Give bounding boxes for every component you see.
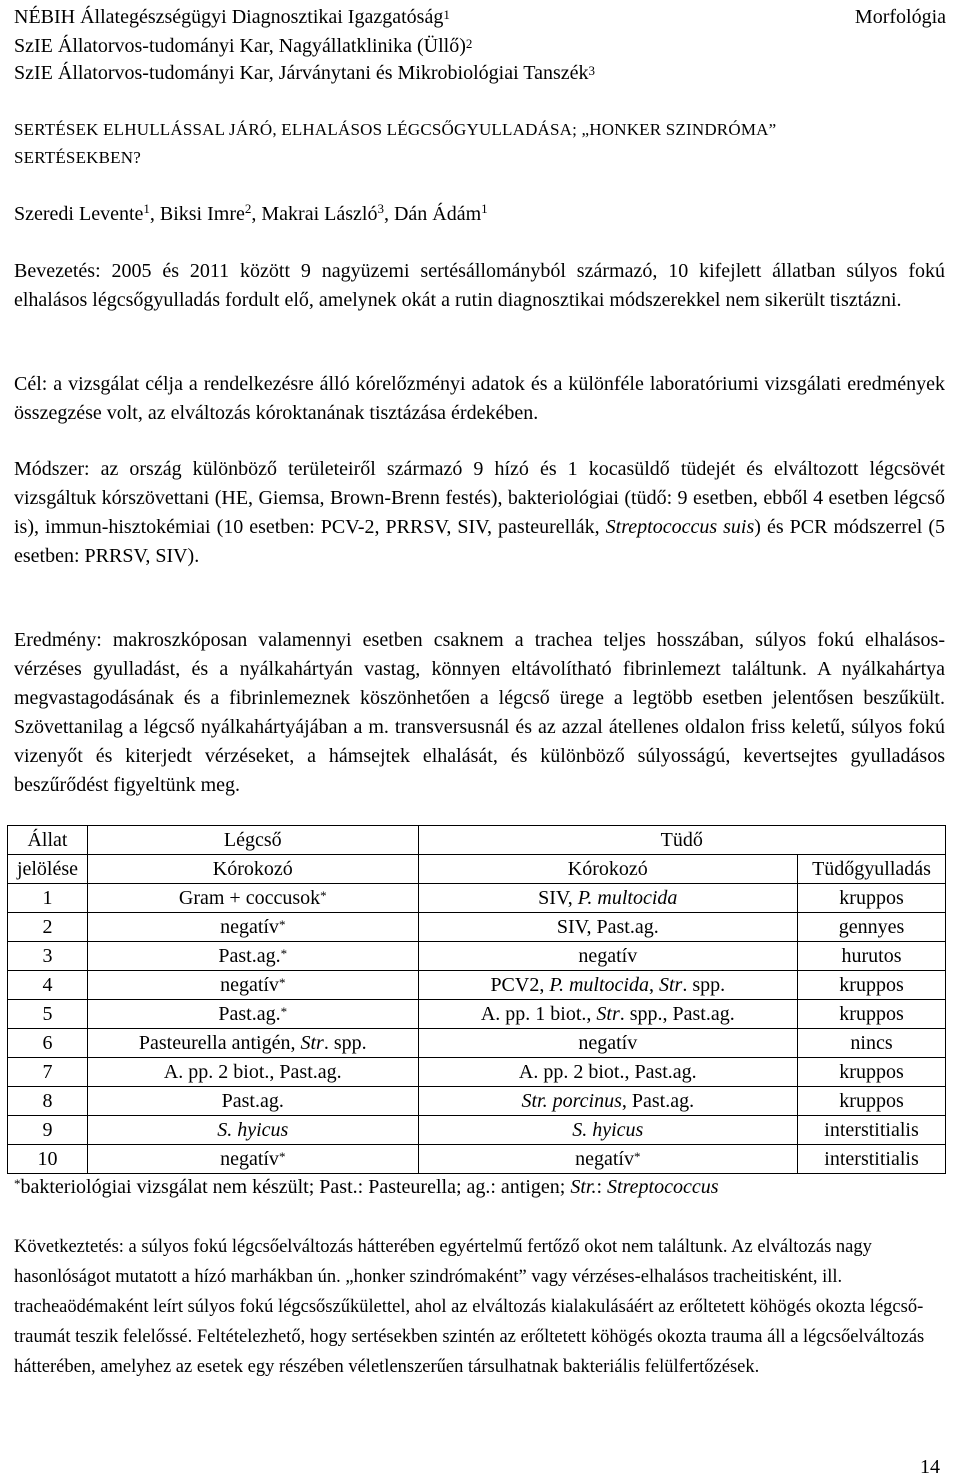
trachea-pathogen-cell: Past.ag.* <box>87 1000 418 1029</box>
conclusion-paragraph: Következtetés: a súlyos fokú légcsőelváltozás hátterében egyértelmű fertőző okot nem találtunk. Az elváltozás nagy hasonlóságot mutatott a hízó marhákban ún. „honker szindrómaként” vagy vérzéses-elhalásos tracheitisként, ill. tracheaödémaként leírt súlyos fokú légcsőszűkülettel, ahol az elváltozás kialakulásáért az erőltetett köhögés okozta légcső-traumát teszik felelőssé. Feltételezhető, hogy sertésekben szintén az erőltetett köhögés okozta trauma áll a légcsőelváltozás hátterében, amelyhez az esetek egy részében véletlenszerűen társulhatnak bakteriális felülfertőzések. <box>14 1237 925 1377</box>
lung-pathogen-cell: negatív <box>418 942 797 971</box>
table-row <box>8 942 946 971</box>
table-row <box>8 1000 946 1029</box>
table-header-cell: Kórokozó <box>87 855 418 884</box>
table-footnote: *bakteriológiai vizsgálat nem készült; Past.: Pasteurella; ag.: antigen; Str.: Streptococcus <box>14 1176 719 1198</box>
aim-paragraph: Cél: a vizsgálat célja a rendelkezésre álló kórelőzményi adatok és a különféle laboratóriumi vizsgálati eredmények összegzése volt, az elváltozás kóroktanának tisztázása érdekében. <box>14 373 945 424</box>
table-row <box>8 1145 946 1174</box>
pneumonia-cell: interstitialis <box>798 1145 946 1174</box>
pneumonia-cell: interstitialis <box>798 1116 946 1145</box>
trachea-pathogen-cell: Past.ag.* <box>87 942 418 971</box>
lung-pathogen-cell: negatív <box>418 1029 797 1058</box>
table-header-cell: Kórokozó <box>418 855 797 884</box>
pneumonia-cell: hurutos <box>798 942 946 971</box>
pneumonia-cell: gennyes <box>798 913 946 942</box>
pneumonia-cell: nincs <box>798 1029 946 1058</box>
lung-pathogen-cell: A. pp. 1 biot., Str. spp., Past.ag. <box>418 1000 797 1029</box>
table-row <box>8 1087 946 1116</box>
author: Szeredi Levente <box>14 203 144 225</box>
affiliation-2: SzIE Állatorvos-tudományi Kar, Nagyállatklinika (Üllő)$^2$ <box>14 35 473 57</box>
trachea-pathogen-cell: S. hyicus <box>87 1116 418 1145</box>
animal-id-cell: 4 <box>8 971 88 1000</box>
table-header-cell: jelölése <box>8 855 88 884</box>
animal-id-cell: 6 <box>8 1029 88 1058</box>
pneumonia-cell: kruppos <box>798 1000 946 1029</box>
lung-pathogen-cell: Str. porcinus, Past.ag. <box>418 1087 797 1116</box>
trachea-pathogen-cell: negatív* <box>87 913 418 942</box>
pneumonia-cell: kruppos <box>798 1087 946 1116</box>
table-row <box>8 884 946 913</box>
animal-id-cell: 8 <box>8 1087 88 1116</box>
lung-pathogen-cell: SIV, P. multocida <box>418 884 797 913</box>
pneumonia-cell: kruppos <box>798 971 946 1000</box>
animal-id-cell: 1 <box>8 884 88 913</box>
table-row <box>8 971 946 1000</box>
trachea-pathogen-cell: A. pp. 2 biot., Past.ag. <box>87 1058 418 1087</box>
lung-pathogen-cell: negatív* <box>418 1145 797 1174</box>
author-list: Szeredi Levente$^1$, Biksi Imre$^2$, Makrai László$^3$, Dán Ádám$^1$ <box>14 201 488 225</box>
animal-id-cell: 10 <box>8 1145 88 1174</box>
lung-pathogen-cell: S. hyicus <box>418 1116 797 1145</box>
results-paragraph: Eredmény: makroszkóposan valamennyi esetben csaknem a trachea teljes hosszában, súlyos fokú elhalásos-vérzéses gyulladást, és a nyálkahártyán vastag, könnyen eltávolítható fibrinlemezt találtunk. A nyálkahártya megvastagodásának és a fibrinlemeznek köszönhetően a légcső ürege a legtöbb esetben jelentősen beszűkült. Szövettanilag a légcső nyálkahártyájában a m. transversusnál és az azzal átellenes oldalon friss keletű, súlyos fokú vizenyőt és kiterjedt vérzéseket, a hámsejtek elhalását, és különböző súlyosságú, kevertsejtes gyulladásos beszűrődést figyeltünk meg. <box>14 629 945 796</box>
author: Dán Ádám <box>393 203 482 225</box>
table-row <box>8 913 946 942</box>
animal-id-cell: 3 <box>8 942 88 971</box>
pneumonia-cell: kruppos <box>798 1058 946 1087</box>
trachea-pathogen-cell: negatív* <box>87 1145 418 1174</box>
methods-paragraph: Módszer: az ország különböző területeiről származó 9 hízó és 1 kocasüldő tüdejét és elváltozott légcsövét vizsgáltuk kórszövettani (HE, Giemsa, Brown-Brenn festés), bakteriológiai (tüdő: 9 esetben, ebből 4 esetben légcső is), immun-hisztokémiai (10 esetben: PCV-2, PRRSV, SIV, pasteurellák, Streptococcus suis) és PCR módszerrel (5 esetben: PRRSV, SIV). <box>14 458 945 567</box>
affiliation-3: SzIE Állatorvos-tudományi Kar, Járványtani és Mikrobiológiai Tanszék$^3$ <box>14 62 596 84</box>
table-row <box>8 1116 946 1145</box>
trachea-pathogen-cell: Past.ag. <box>87 1087 418 1116</box>
lung-pathogen-cell: PCV2, P. multocida, Str. spp. <box>418 971 797 1000</box>
intro-paragraph: Bevezetés: 2005 és 2011 között 9 nagyüzemi sertésállományból származó, 10 kifejlett állatban súlyos fokú elhalásos légcsőgyulladás fordult elő, amelynek okát a rutin diagnosztikai módszerekkel nem sikerült tisztázni. <box>14 260 945 311</box>
results-table <box>7 825 946 1174</box>
trachea-pathogen-cell: negatív* <box>87 971 418 1000</box>
author: Biksi Imre <box>159 203 245 225</box>
table-header-cell: Tüdő <box>418 826 945 855</box>
lung-pathogen-cell: A. pp. 2 biot., Past.ag. <box>418 1058 797 1087</box>
author: Makrai László <box>261 203 378 225</box>
affiliation-1: NÉBIH Állategészségügyi Diagnosztikai Igazgatóság$^1$ <box>14 6 450 28</box>
animal-id-cell: 7 <box>8 1058 88 1087</box>
table-header-cell: Légcső <box>87 826 418 855</box>
table-row <box>8 1029 946 1058</box>
table-header-cell: Állat <box>8 826 88 855</box>
table-header-cell: Tüdőgyulladás <box>798 855 946 884</box>
section-label: Morfológia <box>854 6 946 28</box>
pneumonia-cell: kruppos <box>798 884 946 913</box>
animal-id-cell: 2 <box>8 913 88 942</box>
lung-pathogen-cell: SIV, Past.ag. <box>418 913 797 942</box>
paper-title-line2: SERTÉSEKBEN? <box>14 148 141 167</box>
trachea-pathogen-cell: Pasteurella antigén, Str. spp. <box>87 1029 418 1058</box>
animal-id-cell: 5 <box>8 1000 88 1029</box>
animal-id-cell: 9 <box>8 1116 88 1145</box>
page-number: 14 <box>920 1456 940 1478</box>
trachea-pathogen-cell: Gram + coccusok* <box>87 884 418 913</box>
paper-title-line1: SERTÉSEK ELHULLÁSSAL JÁRÓ, ELHALÁSOS LÉGCSŐGYULLADÁSA; „HONKER SZINDRÓMA” <box>14 120 777 139</box>
table-row <box>8 1058 946 1087</box>
